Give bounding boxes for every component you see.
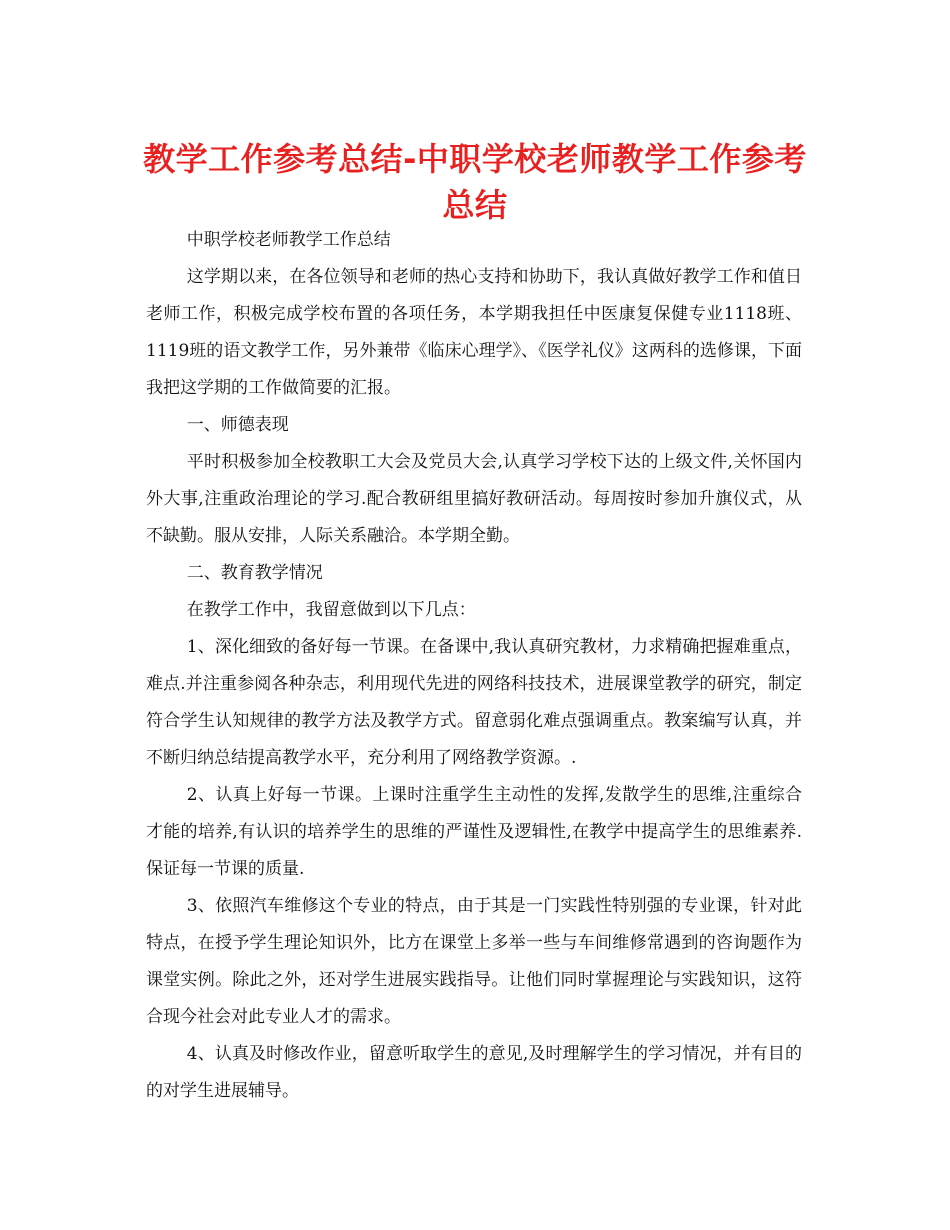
point-4-paragraph: 4、认真及时修改作业，留意听取学生的意见,及时理解学生的学习情况，并有目的的对学生进展辅导。	[146, 1044, 802, 1101]
subtitle-paragraph: 中职学校老师教学工作总结	[186, 230, 391, 250]
ethics-paragraph: 平时积极参加全校教职工大会及党员大会,认真学习学校下达的上级文件,关怀国内外大事,注重政治理论的学习.配合教研组里搞好教研活动。每周按时参加升旗仪式，从不缺勤。服从安排，人际关系融洽。本学期全勤。	[146, 452, 802, 546]
point-1-paragraph: 1、深化细致的备好每一节课。在备课中,我认真研究教材，力求精确把握难重点，难点.并注重参阅各种杂志，利用现代先进的网络科技技术，进展课堂教学的研究，制定符合学生认知规律的教学方法及教学方式。留意弱化难点强调重点。教案编写认真，并不断归纳总结提高教学水平，充分利用了网络教学资源。.	[146, 637, 802, 768]
point-2-paragraph: 2、认真上好每一节课。上课时注重学生主动性的发挥,发散学生的思维,注重综合才能的培养,有认识的培养学生的思维的严谨性及逻辑性,在教学中提高学生的思维素养.保证每一节课的质量.	[146, 785, 802, 879]
document-title: 教学工作参考总结-中职学校老师教学工作参考总结	[143, 140, 807, 224]
section-heading-ethics: 一、师德表现	[186, 415, 289, 435]
teaching-intro-paragraph: 在教学工作中，我留意做到以下几点：	[186, 600, 476, 620]
document-body	[146, 222, 802, 1110]
intro-paragraph: 这学期以来，在各位领导和老师的热心支持和协助下，我认真做好教学工作和值日老师工作，积极完成学校布置的各项任务，本学期我担任中医康复保健专业1118班、1119班的语文教学工作，另外兼带《临床心理学》、《医学礼仪》这两科的选修课，下面我把这学期的工作做简要的汇报。	[146, 267, 802, 398]
section-heading-teaching: 二、教育教学情况	[186, 563, 323, 583]
point-3-paragraph: 3、依照汽车维修这个专业的特点，由于其是一门实践性特别强的专业课，针对此特点，在授予学生理论知识外，比方在课堂上多举一些与车间维修常遇到的咨询题作为课堂实例。除此之外，还对学生进展实践指导。让他们同时掌握理论与实践知识，这符合现今社会对此专业人才的需求。	[146, 896, 802, 1027]
